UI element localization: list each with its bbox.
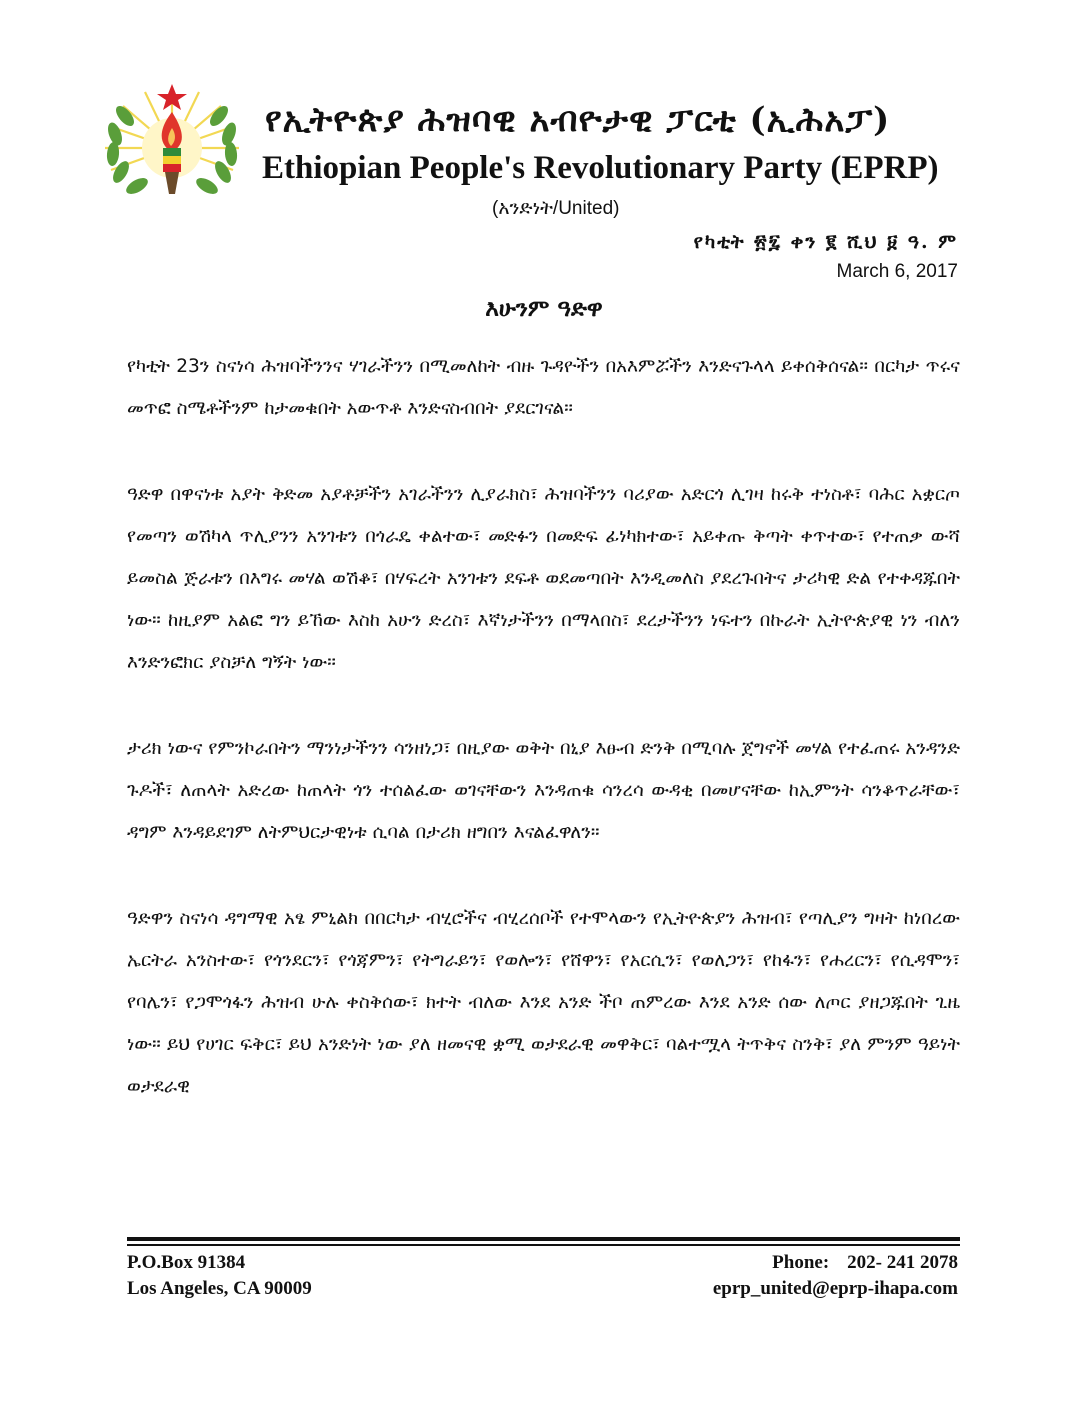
- eprp-emblem-icon: [95, 82, 250, 200]
- letter-body: [127, 346, 960, 1152]
- paragraph: ታሪክ ነውና የምንኮራበትን ማንነታችንን ሳንዘነጋ፣ በዚያው ወቅት በኒያ እፁብ ድንቅ በሚባሉ ጀግኖች መሃል የተፈጠሩ አንዳንድ ጉዶች፣ ለጠላት አድረው ከጠላት ጎን ተሰልፈው ወገናቸውን እንዳጠቁ ሳንረሳ ውዳቂ በመሆናቸው ከኢምንት ሳንቆጥራቸው፣ ዳግም እንዳይደገም ለትምህርታዊነቱ ሲባል በታሪክ ዘግበን እናልፈዋለን።: [127, 738, 960, 843]
- party-name-english: Ethiopian People's Revolutionary Party (EPRP): [262, 150, 939, 186]
- phone-line: [713, 1250, 958, 1276]
- paragraph: ዓድዋ በዋናነቱ አያት ቅድመ አያቶቻችን አገራችንን ሊያራክስ፣ ሕዝባችንን ባሪያው አድርጎ ሊገዛ ከሩቅ ተነስቶ፣ ባሕር አቋርጦ የመጣን ወሽካላ ጥሊያንን አንገቱን በጎራዴ ቀልተው፣ መድፉን በመድፍ ፊነካክተው፣ አይቀጡ ቅጣት ቀጥተው፣ የተጠቃ ውሻ ይመስል ጅራቱን በእግሩ መሃል ወሽቆ፣ በሃፍረት አንገቱን ደፍቶ ወደመጣበት እንዲመለስ ያደረጉበትና ታሪካዊ ድል የተቀዳጁበት ነው። ከዚያም አልፎ ግን ይኸው እስከ አሁን ድረስ፣ እኛነታችንን በማላበስ፣ ደረታችንን ነፍተን በኩራት ኢትዮጵያዊ ነን ብለን እንድንፎክር ያስቻለ ግኝት ነው።: [127, 484, 960, 673]
- footer-divider-thin: [127, 1244, 960, 1246]
- phone-number: 202- 241 2078: [847, 1252, 958, 1273]
- footer-contact: [713, 1250, 958, 1302]
- phone-label: Phone:: [772, 1252, 830, 1273]
- date-english: March 6, 2017: [836, 261, 958, 282]
- city-address: Los Angeles, CA 90009: [127, 1278, 312, 1299]
- email-address[interactable]: eprp_united@eprp-ihapa.com: [712, 1278, 958, 1299]
- po-box: P.O.Box 91384: [127, 1252, 246, 1273]
- footer-address: [127, 1250, 312, 1302]
- party-subtitle: (አንድነት/United): [492, 198, 620, 219]
- footer-divider: [127, 1237, 960, 1241]
- date-amharic: የካቲት ፳፯ ቀን ፪ ሺህ ፱ ዓ. ም: [693, 231, 958, 253]
- paragraph: ዓድዋን ስናነሳ ዳግማዊ አፄ ምኒልክ በበርካታ ብሂሮችና ብሂረሰቦች የተሞላውን የኢትዮጵያን ሕዝብ፣ የጣሊያን ግዛት ከነበረው ኤርትራ አንስተው፣ የጎንደርን፣ የጎጃምን፣ የትግራይን፣ የወሎን፣ የሸዋን፣ የአርሲን፣ የወለጋን፣ የከፋን፣ የሐረርን፣ የሲዳሞን፣ የባሌን፣ የጋሞጎፋን ሕዝብ ሁሉ ቀስቅሰው፣ ክተት ብለው እንደ አንድ ችቦ ጠምረው እንደ አንድ ሰው ለጦር ያዘጋጁበት ጊዜ ነው። ይህ የሀገር ፍቅር፣ ይህ አንድነት ነው ያለ ዘመናዊ ቋሚ ወታደራዊ መዋቅር፣ ባልተሟላ ትጥቅና ስንቅ፣ ያለ ምንም ዓይነት ወታደራዊ: [127, 908, 960, 1097]
- paragraph: የካቲት 23ን ስናነሳ ሕዝባችንንና ሃገራችንን በሚመለከት ብዙ ጉዳዮችን በአእምሯችን እንድናጉላላ ይቀሰቅሰናል። በርካታ ጥሩና መጥፎ ስሜቶችንም ከታመቁበት አውጥቶ እንድናስብበት ያደርገናል።: [127, 356, 960, 419]
- document-heading: እሁንም ዓድዋ: [485, 295, 603, 322]
- party-name-amharic: የኢትዮጵያ ሕዝባዊ አብዮታዊ ፓርቲ (ኢሕአፓ): [265, 100, 891, 140]
